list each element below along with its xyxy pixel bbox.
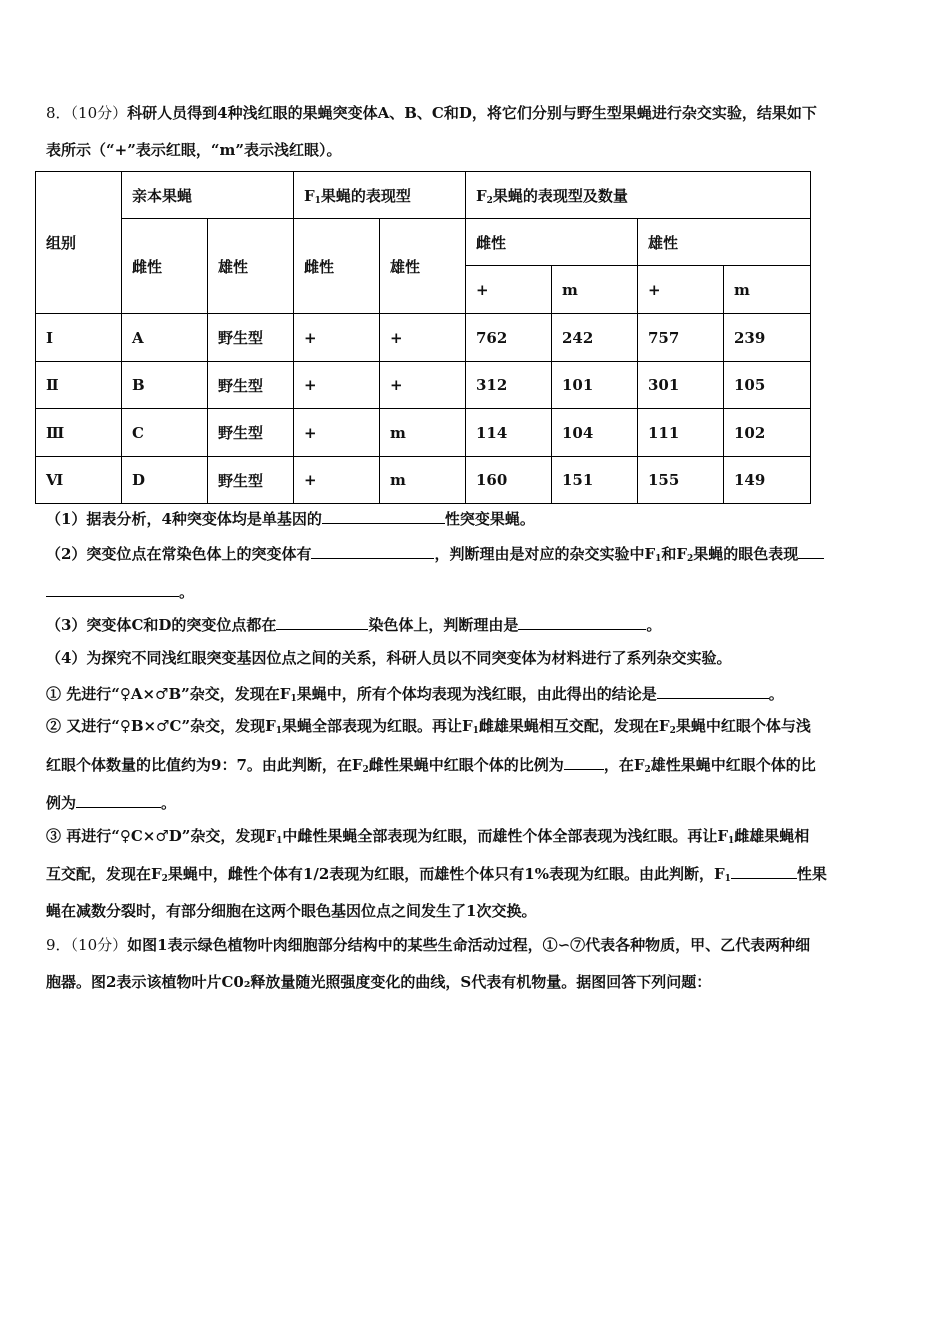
cell-group: Ⅱ — [36, 362, 122, 409]
cell-f2-female-m: 101 — [552, 362, 638, 409]
cell-f2-female-m: 151 — [552, 457, 638, 504]
answer-blank[interactable] — [322, 508, 445, 524]
header-parent-male: 雄性 — [208, 219, 294, 314]
answer-blank[interactable] — [657, 683, 769, 699]
part-2-line-3: 例为 。 — [46, 794, 177, 812]
cell-f1-male: + — [380, 362, 466, 409]
header-f2-male-plus: + — [638, 266, 724, 314]
answer-blank[interactable] — [518, 614, 646, 630]
table-row — [36, 409, 811, 457]
cell-f2-male-plus: 301 — [638, 362, 724, 409]
cell-female-parent: D — [122, 457, 208, 504]
cell-female-parent: C — [122, 409, 208, 457]
header-parent-female: 雌性 — [122, 219, 208, 314]
cell-f2-female-m: 242 — [552, 314, 638, 362]
q8-line-1 — [46, 103, 817, 123]
header-f2-female: 雌性 — [466, 219, 638, 266]
header-f1-male: 雄性 — [380, 219, 466, 314]
sub-question-1: （1）据表分析，4种突变体均是单基因的 性突变果蝇。 — [46, 510, 535, 528]
answer-blank[interactable] — [46, 581, 179, 597]
part-2-line-2: 红眼个体数量的比值约为9：7。由此判断，在$F_2$雌性果蝇中红眼个体的比例为 ，在$F_2$雄性果蝇中红眼个体的比 — [46, 756, 816, 775]
cell-female-parent: A — [122, 314, 208, 362]
q8-line-2: 表所示（“+”表示红眼，“m”表示浅红眼）。 — [46, 141, 342, 159]
cell-male-parent: 野生型 — [208, 409, 294, 457]
header-parents: 亲本果蝇 — [122, 172, 294, 219]
answer-blank[interactable] — [76, 792, 161, 808]
cell-f1-male: + — [380, 314, 466, 362]
q9-score: （10分） — [70, 936, 128, 954]
part-2-line-1: ② 又进行“♀B×♂C”杂交，发现$F_1$果蝇全部表现为红眼。再让$F_1$雌雄果蝇相互交配，发现在$F_2$果蝇中红眼个体与浅 — [46, 717, 811, 736]
cell-male-parent: 野生型 — [208, 457, 294, 504]
cell-f2-male-m: 239 — [724, 314, 811, 362]
answer-blank[interactable] — [798, 543, 824, 559]
header-f2-male: 雄性 — [638, 219, 811, 266]
header-f2-female-m: m — [552, 266, 638, 314]
cell-group: Ⅰ — [36, 314, 122, 362]
cell-f1-female: + — [294, 362, 380, 409]
cell-male-parent: 野生型 — [208, 362, 294, 409]
table-row — [36, 457, 811, 504]
cell-f2-female-plus: 114 — [466, 409, 552, 457]
header-f2: $F_2$果蝇的表现型及数量 — [466, 172, 811, 219]
q8-number: 8． — [46, 104, 71, 122]
results-table — [35, 171, 811, 504]
q8-stem-1: 科研人员得到4种浅红眼的果蝇突变体A、B、C和D，将它们分别与野生型果蝇进行杂交实验，结果如下 — [127, 104, 817, 122]
cell-f2-male-plus: 757 — [638, 314, 724, 362]
cell-f1-female: + — [294, 457, 380, 504]
header-f2-male-m: m — [724, 266, 811, 314]
cell-male-parent: 野生型 — [208, 314, 294, 362]
table-row — [36, 362, 811, 409]
table-row — [36, 314, 811, 362]
q9-line-2: 胞器。图2表示该植物叶片C0₂释放量随光照强度变化的曲线，S代表有机物量。据图回答下列问题： — [46, 973, 712, 991]
answer-blank[interactable] — [311, 543, 434, 559]
cell-f2-female-plus: 312 — [466, 362, 552, 409]
cell-f1-male: m — [380, 457, 466, 504]
header-f1: $F_1$果蝇的表现型 — [294, 172, 466, 219]
cell-f1-male: m — [380, 409, 466, 457]
header-group: 组别 — [36, 172, 122, 314]
answer-blank[interactable] — [564, 754, 604, 770]
sub-question-2-cont: 。 — [46, 581, 194, 602]
cell-group: Ⅵ — [36, 457, 122, 504]
cell-f1-female: + — [294, 409, 380, 457]
sub-question-3: （3）突变体C和D的突变位点都在 染色体上，判断理由是 。 — [46, 616, 662, 634]
cell-f2-male-m: 149 — [724, 457, 811, 504]
q9-stem-1: 如图1表示绿色植物叶肉细胞部分结构中的某些生命活动过程，①∽⑦代表各种物质，甲、乙代表两种细 — [127, 936, 811, 954]
cell-f1-female: + — [294, 314, 380, 362]
part-1: ① 先进行“♀A×♂B”杂交，发现在$F_1$果蝇中，所有个体均表现为浅红眼，由此得出的结论是 。 — [46, 685, 784, 704]
cell-f2-female-plus: 762 — [466, 314, 552, 362]
sub-question-4: （4）为探究不同浅红眼突变基因位点之间的关系，科研人员以不同突变体为材料进行了系列杂交实验。 — [46, 649, 732, 667]
cell-f2-male-plus: 155 — [638, 457, 724, 504]
cell-f2-male-m: 102 — [724, 409, 811, 457]
cell-f2-male-m: 105 — [724, 362, 811, 409]
cell-female-parent: B — [122, 362, 208, 409]
cell-f2-female-plus: 160 — [466, 457, 552, 504]
answer-blank[interactable] — [276, 614, 368, 630]
part-3-line-1: ③ 再进行“♀C×♂D”杂交，发现$F_1$中雌性果蝇全部表现为红眼，而雄性个体全部表现为浅红眼。再让$F_1$雌雄果蝇相 — [46, 827, 810, 846]
sub-question-2: （2）突变位点在常染色体上的突变体有 ，判断理由是对应的杂交实验中$F_1$和$F_2$果蝇的眼色表现 — [46, 543, 824, 564]
header-f2-female-plus: + — [466, 266, 552, 314]
answer-blank[interactable] — [731, 863, 797, 879]
q9-line-1 — [46, 935, 810, 955]
header-f1-female: 雌性 — [294, 219, 380, 314]
part-3-line-3: 蝇在减数分裂时，有部分细胞在这两个眼色基因位点之间发生了1次交换。 — [46, 902, 537, 920]
part-3-line-2: 互交配，发现在$F_2$果蝇中，雌性个体有1/2表现为红眼，而雄性个体只有1%表现为红眼。由此判断，$F_1$ 性果 — [46, 865, 827, 884]
cell-group: Ⅲ — [36, 409, 122, 457]
cell-f2-male-plus: 111 — [638, 409, 724, 457]
q8-score: （10分） — [70, 104, 128, 122]
cell-f2-female-m: 104 — [552, 409, 638, 457]
q9-number: 9． — [46, 936, 71, 954]
